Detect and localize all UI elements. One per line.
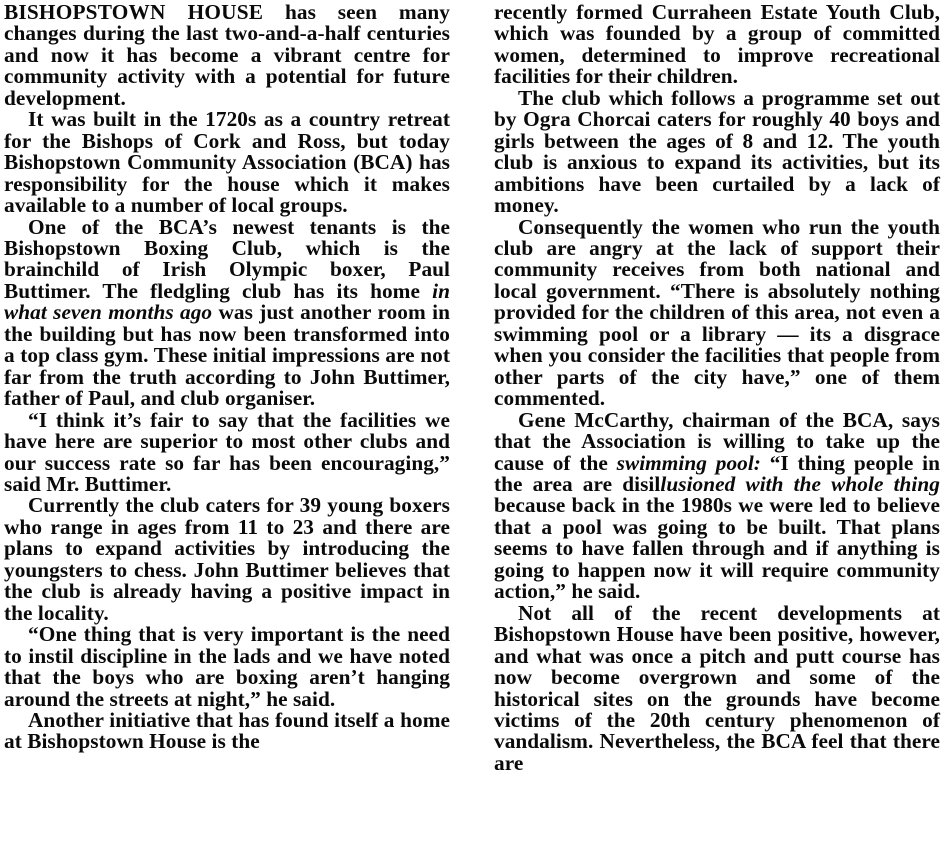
left-paragraph-3	[4, 214, 450, 411]
left-p3-em: in what seven months ago	[4, 278, 450, 325]
right-paragraph-5: Not all of the recent developments at Bishopstown House have been positive, however, and what was once a pitch and putt course has now become overgrown and some of the historical sites on the grounds have become victims of the 20th century phenomenon of vandalism. Nevertheless, the BCA feel that there are	[494, 600, 940, 775]
left-paragraph-2: It was built in the 1720s as a country retreat for the Bishops of Cork and Ross, but today Bishopstown Community Association (BCA) has responsibility for the house which it makes available to a number of local groups.	[4, 107, 450, 218]
left-paragraph-4: “I think it’s fair to say that the facilities we have here are superior to most other clubs and our success rate so far has been encouraging,” said Mr. Buttimer.	[4, 407, 450, 496]
left-column	[4, 2, 450, 753]
lead-caps: BISHOPSTOWN HOUSE	[4, 0, 264, 24]
right-paragraph-2: The club which follows a programme set out by Ogra Chorcai caters for roughly 40 boys and girls between the ages of 8 and 12. The youth club is anxious to expand its activities, but its ambitions have been curtailed by a lack of money.	[494, 85, 940, 218]
left-p3-b: was just another room in the building but has now been transformed into a top class gym. These initial impressions are not far from the truth according to John Buttimer, father of Paul, and club organiser.	[4, 300, 450, 411]
left-paragraph-5: Currently the club caters for 39 young boxers who range in ages from 11 to 23 and there are plans to expand activities by introducing the youngsters to chess. John Buttimer believes that the club is already having a positive impact in the locality.	[4, 493, 450, 625]
right-p4-em2: lusioned with the whole thing	[660, 471, 940, 496]
column-gutter	[469, 0, 470, 863]
right-paragraph-1: recently formed Curraheen Estate Youth Club, which was founded by a group of committed women, determined to improve recreational facilities for their children.	[494, 0, 940, 89]
right-p4-a: Gene McCarthy, chairman of the BCA, says that the Association is willing to take up the cause of the	[494, 407, 940, 475]
left-p1-text: has seen many changes during the last two-and-a-half centuries and now it has become a vibrant centre for community activity with a potential for future development.	[4, 0, 450, 110]
right-p4-b: “I thing people in the area are disil	[494, 450, 940, 496]
left-paragraph-1	[4, 2, 450, 109]
left-paragraph-7: Another initiative that has found itself a home at Bishopstown House is the	[4, 707, 450, 754]
left-p3-a: One of the BCA’s newest tenants is the Bishopstown Boxing Club, which is the brainchild of Irish Olympic boxer, Paul Buttimer. The fledgling club has its home	[4, 214, 450, 303]
right-paragraph-4	[494, 407, 940, 604]
left-paragraph-6: “One thing that is very important is the need to instil discipline in the lads and we have noted that the boys who are boxing aren’t hanging around the streets at night,” he said.	[4, 622, 450, 711]
right-column	[494, 2, 940, 774]
right-p4-em1: swimming pool:	[616, 450, 761, 475]
right-paragraph-3: Consequently the women who run the youth club are angry at the lack of support their community receives from both national and local government. “There is absolutely nothing provided for the children of this area, not even a swimming pool or a library — its a disgrace when you consider the facilities that people from other parts of the city have,” one of them commented.	[494, 214, 940, 411]
right-p4-c: because back in the 1980s we were led to believe that a pool was going to be built. That plans seems to have fallen through and if anything is going to happen now it will require community action,” he said.	[494, 493, 940, 604]
